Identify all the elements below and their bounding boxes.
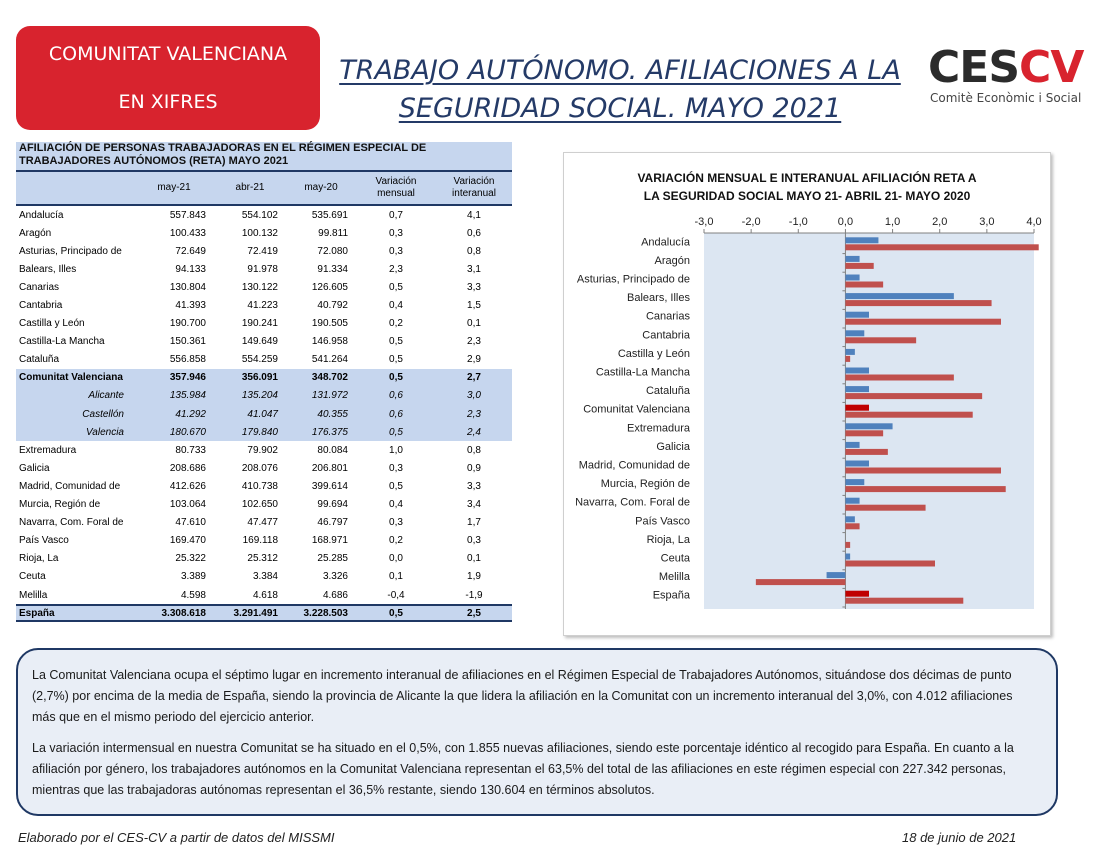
cell-may21: 150.361: [169, 336, 206, 348]
cell-var-interanual: 2,7: [467, 372, 481, 384]
col-header-may20: may-20: [304, 182, 338, 193]
cell-abr21: 91.978: [247, 263, 278, 275]
bar-variacion-mensual: [845, 293, 953, 299]
cell-abr21: 135.204: [241, 390, 278, 402]
cell-var-mensual: 0,7: [389, 209, 403, 221]
cell-may20: 126.605: [311, 281, 348, 293]
col-header-var-interanual: Variación interanual: [452, 176, 496, 199]
category-label: Rioja, La: [646, 533, 690, 546]
bar-variacion-mensual: [845, 386, 869, 392]
category-label: Extremadura: [627, 422, 690, 435]
category-label: Madrid, Comunidad de: [578, 459, 690, 472]
bar-variacion-mensual: [845, 330, 864, 336]
bar-variacion-mensual: [845, 237, 878, 243]
cell-name: Alicante: [88, 390, 124, 402]
table-row: [16, 278, 512, 296]
bar-variacion-mensual: [845, 256, 859, 262]
bar-variacion-interanual: [845, 430, 883, 436]
bar-variacion-interanual: [845, 505, 925, 511]
cell-var-interanual: 2,5: [467, 607, 481, 619]
category-label: Ceuta: [660, 552, 690, 565]
cell-var-mensual: 0,6: [389, 390, 403, 402]
reta-table: [16, 142, 512, 622]
cell-name: País Vasco: [19, 535, 69, 547]
cell-var-interanual: 2,4: [467, 426, 481, 438]
cell-name: Canarias: [19, 281, 60, 293]
cell-var-interanual: 3,1: [467, 263, 481, 275]
x-tick-label: 1,0: [884, 216, 901, 228]
bar-variacion-mensual: [827, 572, 846, 578]
category-label: Asturias, Principado de: [576, 273, 690, 286]
x-tick-label: -3,0: [694, 216, 714, 228]
bar-variacion-interanual: [845, 561, 935, 567]
cell-name: Extremadura: [19, 444, 77, 456]
cell-var-mensual: 0,4: [389, 300, 403, 312]
table-row: [16, 514, 512, 532]
cell-var-mensual: 0,5: [389, 480, 403, 492]
cell-abr21: 130.122: [241, 281, 278, 293]
category-label: Galicia: [656, 440, 690, 453]
bar-variacion-mensual: [845, 349, 854, 355]
category-label: Murcia, Región de: [600, 478, 690, 491]
cell-var-mensual: 0,3: [389, 245, 403, 257]
cell-name: Castilla y León: [19, 318, 85, 330]
cell-name: Castellón: [82, 408, 124, 420]
cell-may20: 176.375: [311, 426, 348, 438]
cell-may20: 190.505: [311, 318, 348, 330]
cell-may20: 146.958: [311, 336, 348, 348]
bar-variacion-interanual: [845, 468, 1001, 474]
bar-variacion-interanual: [845, 542, 850, 548]
cell-may21: 130.804: [169, 281, 206, 293]
category-label: Castilla y León: [617, 347, 690, 360]
bar-variacion-mensual: [845, 368, 869, 374]
cell-var-interanual: 0,8: [467, 245, 481, 257]
table-row: [16, 405, 512, 423]
bar-variacion-interanual: [756, 579, 846, 585]
plot-area: [704, 233, 1034, 609]
table-row: [16, 296, 512, 314]
x-tick-label: -2,0: [741, 216, 761, 228]
cell-var-mensual: 2,3: [389, 263, 403, 275]
category-label: Cantabria: [642, 329, 690, 342]
region-badge: [16, 26, 320, 130]
category-label: Navarra, Com. Foral de: [575, 496, 690, 509]
cell-may20: 348.702: [311, 372, 348, 384]
cell-may21: 72.649: [175, 245, 206, 257]
x-tick-label: 3,0: [979, 216, 995, 228]
category-label: Andalucía: [641, 236, 690, 249]
table-row: [16, 423, 512, 441]
cell-var-interanual: 2,9: [467, 354, 481, 366]
cell-abr21: 169.118: [242, 535, 278, 547]
variation-chart: [563, 152, 1051, 636]
cell-var-mensual: 0,6: [389, 408, 403, 420]
bar-variacion-interanual: [845, 282, 883, 288]
bar-variacion-mensual: [845, 479, 864, 485]
cell-name: Valencia: [86, 426, 124, 438]
cell-may21: 180.670: [169, 426, 206, 438]
cell-var-interanual: 0,6: [467, 227, 481, 239]
cell-may20: 131.972: [311, 390, 348, 402]
cell-var-interanual: 0,9: [467, 462, 481, 474]
cell-var-mensual: 1,0: [389, 444, 403, 456]
cell-may21: 103.064: [169, 499, 206, 511]
cell-abr21: 3.291.491: [233, 607, 278, 619]
cell-var-mensual: 0,3: [389, 227, 403, 239]
cell-name: Balears, Illes: [19, 263, 77, 275]
cell-abr21: 356.091: [241, 372, 278, 384]
chart-title: VARIACIÓN MENSUAL E INTERANUAL AFILIACIÓN RETA A LA SEGURIDAD SOCIAL MAYO 21- ABRIL 21- MAYO 2020: [637, 171, 977, 203]
cell-var-interanual: 0,8: [467, 444, 481, 456]
cell-name: Galicia: [19, 462, 50, 474]
table-row: [16, 206, 512, 224]
cell-may21: 135.984: [169, 390, 206, 402]
cell-var-mensual: 0,3: [389, 517, 403, 529]
x-tick-label: 4,0: [1026, 216, 1042, 228]
category-label: Aragón: [654, 254, 690, 267]
table-title: AFILIACIÓN DE PERSONAS TRABAJADORAS EN EL RÉGIMEN ESPECIAL DE TRABAJADORES AUTÓNOMOS (RETA) MAYO 2021: [16, 142, 512, 170]
title-line-1: TRABAJO AUTÓNOMO. AFILIACIONES A LA: [339, 55, 901, 86]
cescv-logo: [928, 42, 1088, 115]
table-row-total: [16, 604, 512, 622]
bar-variacion-mensual: [845, 461, 869, 467]
cell-var-mensual: 0,5: [389, 354, 403, 366]
cell-var-interanual: 4,1: [467, 209, 481, 221]
badge-line-2: EN XIFRES: [118, 91, 218, 113]
bar-variacion-mensual: [845, 405, 869, 411]
table-row: [16, 333, 512, 351]
cell-abr21: 41.223: [247, 300, 278, 312]
cell-var-mensual: 0,2: [389, 318, 403, 330]
cell-var-mensual: 0,5: [389, 336, 403, 348]
x-tick-label: -1,0: [788, 216, 808, 228]
table-row: [16, 477, 512, 495]
cell-may20: 25.285: [317, 553, 348, 565]
cell-abr21: 179.840: [241, 426, 278, 438]
x-tick-label: 0,0: [837, 216, 854, 228]
cell-may20: 40.792: [317, 300, 348, 312]
cell-may21: 47.610: [175, 517, 206, 529]
cell-var-mensual: 0,4: [389, 499, 403, 511]
cell-name: Navarra, Com. Foral de: [19, 517, 124, 529]
logo-subtitle: Comitè Econòmic i Social: [930, 91, 1082, 105]
cell-var-mensual: 0,2: [389, 535, 403, 547]
cell-abr21: 3.384: [252, 571, 278, 583]
cell-name: España: [19, 607, 55, 619]
cell-abr21: 190.241: [241, 318, 278, 330]
table-body: [16, 206, 512, 604]
table-row: [16, 387, 512, 405]
bar-variacion-mensual: [845, 591, 869, 597]
cell-var-mensual: -0,4: [387, 589, 405, 601]
cell-may20: 168.971: [311, 535, 348, 547]
cell-var-mensual: 0,5: [389, 426, 403, 438]
category-label: Melilla: [658, 571, 690, 584]
summary-paragraph-2: La variación intermensual en nuestra Comunitat se ha situado en el 0,5%, con 1.855 nuevas afiliaciones, siendo este porcentaje idéntico al recogido para España. En cuanto a la afiliación por género, los trabajadores autónomos en la Comunitat Valenciana representan el 63,5% del total de las afiliaciones en este régimen especial con 227.342 personas, mientras que las trabajadoras autónomas representan el 36,5% restante, siendo 130.604 en términos absolutos.: [32, 741, 1014, 797]
cell-abr21: 208.076: [241, 462, 278, 474]
bar-variacion-interanual: [845, 449, 887, 455]
table-row: [16, 369, 512, 387]
category-label: Balears, Illes: [627, 292, 690, 305]
bar-variacion-interanual: [845, 300, 991, 306]
cell-abr21: 4.618: [252, 589, 278, 601]
table-row: [16, 459, 512, 477]
summary-paragraph-1: La Comunitat Valenciana ocupa el séptimo lugar en incremento interanual de afiliaciones en el Régimen Especial de Trabajadores Autónomos, situándose dos décimas de punto (2,7%) por encima de la media de España, siendo la provincia de Alicante la que lidera la afiliación en la Comunitat con un incremento interanual del 3,0%, con 4.012 afiliaciones más que en el mismo periodo del ejercicio anterior.: [32, 668, 1013, 724]
bar-variacion-mensual: [845, 423, 892, 429]
cell-may20: 399.614: [311, 480, 348, 492]
cell-name: Rioja, La: [19, 553, 59, 565]
cell-may21: 94.133: [175, 263, 206, 275]
table-row: [16, 351, 512, 369]
table-row: [16, 260, 512, 278]
cell-abr21: 47.477: [247, 517, 278, 529]
table-row: [16, 532, 512, 550]
summary-text-box: [16, 648, 1058, 816]
cell-may20: 3.326: [322, 571, 348, 583]
cell-may21: 41.393: [175, 300, 206, 312]
table-header: [16, 170, 512, 206]
cell-abr21: 79.902: [247, 444, 278, 456]
bar-variacion-interanual: [845, 337, 916, 343]
cell-may21: 412.626: [169, 480, 206, 492]
bar-variacion-interanual: [845, 598, 963, 604]
cell-abr21: 410.738: [241, 480, 278, 492]
table-row: [16, 568, 512, 586]
cell-name: Castilla-La Mancha: [19, 336, 105, 348]
cell-var-interanual: 0,1: [467, 553, 481, 565]
cell-abr21: 554.102: [241, 209, 278, 221]
logo-cv-text: CV: [1019, 42, 1084, 93]
cell-may21: 41.292: [175, 408, 206, 420]
bar-variacion-mensual: [845, 516, 854, 522]
cell-may21: 4.598: [180, 589, 206, 601]
table-row: [16, 586, 512, 604]
cell-var-interanual: 2,3: [467, 336, 481, 348]
cell-may20: 535.691: [311, 209, 348, 221]
col-header-may21: may-21: [157, 182, 191, 193]
cell-may21: 100.433: [169, 227, 206, 239]
table-row: [16, 224, 512, 242]
cell-name: Cataluña: [19, 354, 60, 366]
bar-variacion-interanual: [845, 263, 873, 269]
table-row: [16, 242, 512, 260]
cell-abr21: 41.047: [247, 408, 278, 420]
bar-variacion-interanual: [845, 356, 850, 362]
cell-may20: 99.694: [317, 499, 348, 511]
cell-may21: 80.733: [175, 444, 206, 456]
cell-may20: 3.228.503: [303, 607, 348, 619]
cell-may21: 3.308.618: [161, 607, 206, 619]
bar-variacion-mensual: [845, 442, 859, 448]
cell-may20: 206.801: [311, 462, 348, 474]
cell-var-mensual: 0,3: [389, 462, 403, 474]
cell-abr21: 72.419: [247, 245, 278, 257]
bar-variacion-interanual: [845, 393, 982, 399]
category-label: Comunitat Valenciana: [583, 403, 690, 416]
cell-var-mensual: 0,5: [389, 372, 403, 384]
cell-var-interanual: 3,3: [467, 281, 481, 293]
cell-abr21: 102.650: [241, 499, 278, 511]
category-label: España: [652, 589, 690, 602]
cell-var-mensual: 0,5: [389, 607, 403, 619]
logo-ces-text: CES: [928, 42, 1020, 93]
cell-may21: 25.322: [175, 553, 206, 565]
col-header-var-mensual: Variación mensual: [375, 176, 417, 199]
badge-line-1: COMUNITAT VALENCIANA: [48, 43, 288, 65]
cell-may20: 99.811: [318, 227, 348, 239]
chart-svg: [564, 153, 1052, 637]
cell-var-interanual: 1,9: [467, 571, 481, 583]
bar-variacion-interanual: [845, 412, 972, 418]
page-title: [330, 52, 910, 128]
cell-var-interanual: 3,4: [467, 499, 481, 511]
bar-variacion-mensual: [845, 554, 850, 560]
footer-date: 18 de junio de 2021: [902, 830, 1017, 845]
cell-var-mensual: 0,0: [389, 553, 403, 565]
table-row: [16, 496, 512, 514]
cell-may21: 556.858: [169, 354, 206, 366]
cell-may20: 40.355: [317, 408, 348, 420]
cell-abr21: 149.649: [241, 336, 278, 348]
cell-name: Madrid, Comunidad de: [19, 480, 121, 492]
cell-abr21: 25.312: [247, 553, 278, 565]
cell-var-interanual: 3,3: [467, 480, 481, 492]
cell-name: Cantabria: [19, 300, 63, 312]
col-header-abr21: abr-21: [235, 182, 265, 193]
cell-var-interanual: 0,1: [467, 318, 481, 330]
footer-source: Elaborado por el CES-CV a partir de datos del MISSMI: [18, 830, 335, 845]
cell-may20: 4.686: [322, 589, 348, 601]
cell-may21: 3.389: [180, 571, 206, 583]
cell-var-interanual: -1,9: [465, 589, 483, 601]
cell-var-interanual: 3,0: [467, 390, 481, 402]
cell-may21: 190.700: [169, 318, 206, 330]
cell-may21: 208.686: [169, 462, 206, 474]
bar-variacion-interanual: [845, 375, 953, 381]
bar-variacion-interanual: [845, 486, 1005, 492]
bar-variacion-mensual: [845, 312, 869, 318]
cell-may21: 357.946: [169, 372, 206, 384]
category-label: Cataluña: [645, 385, 690, 398]
cell-may20: 46.797: [317, 517, 348, 529]
cell-name: Melilla: [19, 589, 48, 601]
cell-var-mensual: 0,1: [389, 571, 403, 583]
category-label: Canarias: [645, 310, 690, 323]
cell-name: Comunitat Valenciana: [19, 372, 123, 384]
bar-variacion-interanual: [845, 523, 859, 529]
cell-may21: 169.470: [169, 535, 206, 547]
cell-may20: 541.264: [311, 354, 348, 366]
bar-variacion-mensual: [845, 275, 859, 281]
cell-may21: 557.843: [169, 209, 206, 221]
cell-name: Aragón: [19, 227, 52, 239]
cell-var-interanual: 0,3: [467, 535, 481, 547]
cell-may20: 80.084: [317, 444, 348, 456]
category-label: Castilla-La Mancha: [595, 366, 690, 379]
title-line-2: SEGURIDAD SOCIAL. MAYO 2021: [398, 93, 842, 124]
x-tick-label: 2,0: [932, 216, 948, 228]
cell-name: Asturias, Principado de: [19, 245, 122, 257]
cell-may20: 72.080: [317, 245, 348, 257]
bar-variacion-interanual: [845, 319, 1001, 325]
cell-name: Murcia, Región de: [19, 499, 101, 511]
bar-variacion-interanual: [845, 244, 1038, 250]
category-label: País Vasco: [635, 515, 690, 528]
cell-name: Ceuta: [19, 571, 46, 583]
cell-abr21: 554.259: [241, 354, 278, 366]
cell-var-interanual: 1,5: [467, 300, 481, 312]
table-row: [16, 441, 512, 459]
cell-abr21: 100.132: [241, 227, 278, 239]
cell-may20: 91.334: [317, 263, 348, 275]
cell-var-interanual: 2,3: [467, 408, 481, 420]
cell-name: Andalucía: [19, 209, 64, 221]
cell-var-interanual: 1,7: [467, 517, 481, 529]
table-row: [16, 550, 512, 568]
bar-variacion-mensual: [845, 498, 859, 504]
cell-var-mensual: 0,5: [389, 281, 403, 293]
table-row: [16, 315, 512, 333]
